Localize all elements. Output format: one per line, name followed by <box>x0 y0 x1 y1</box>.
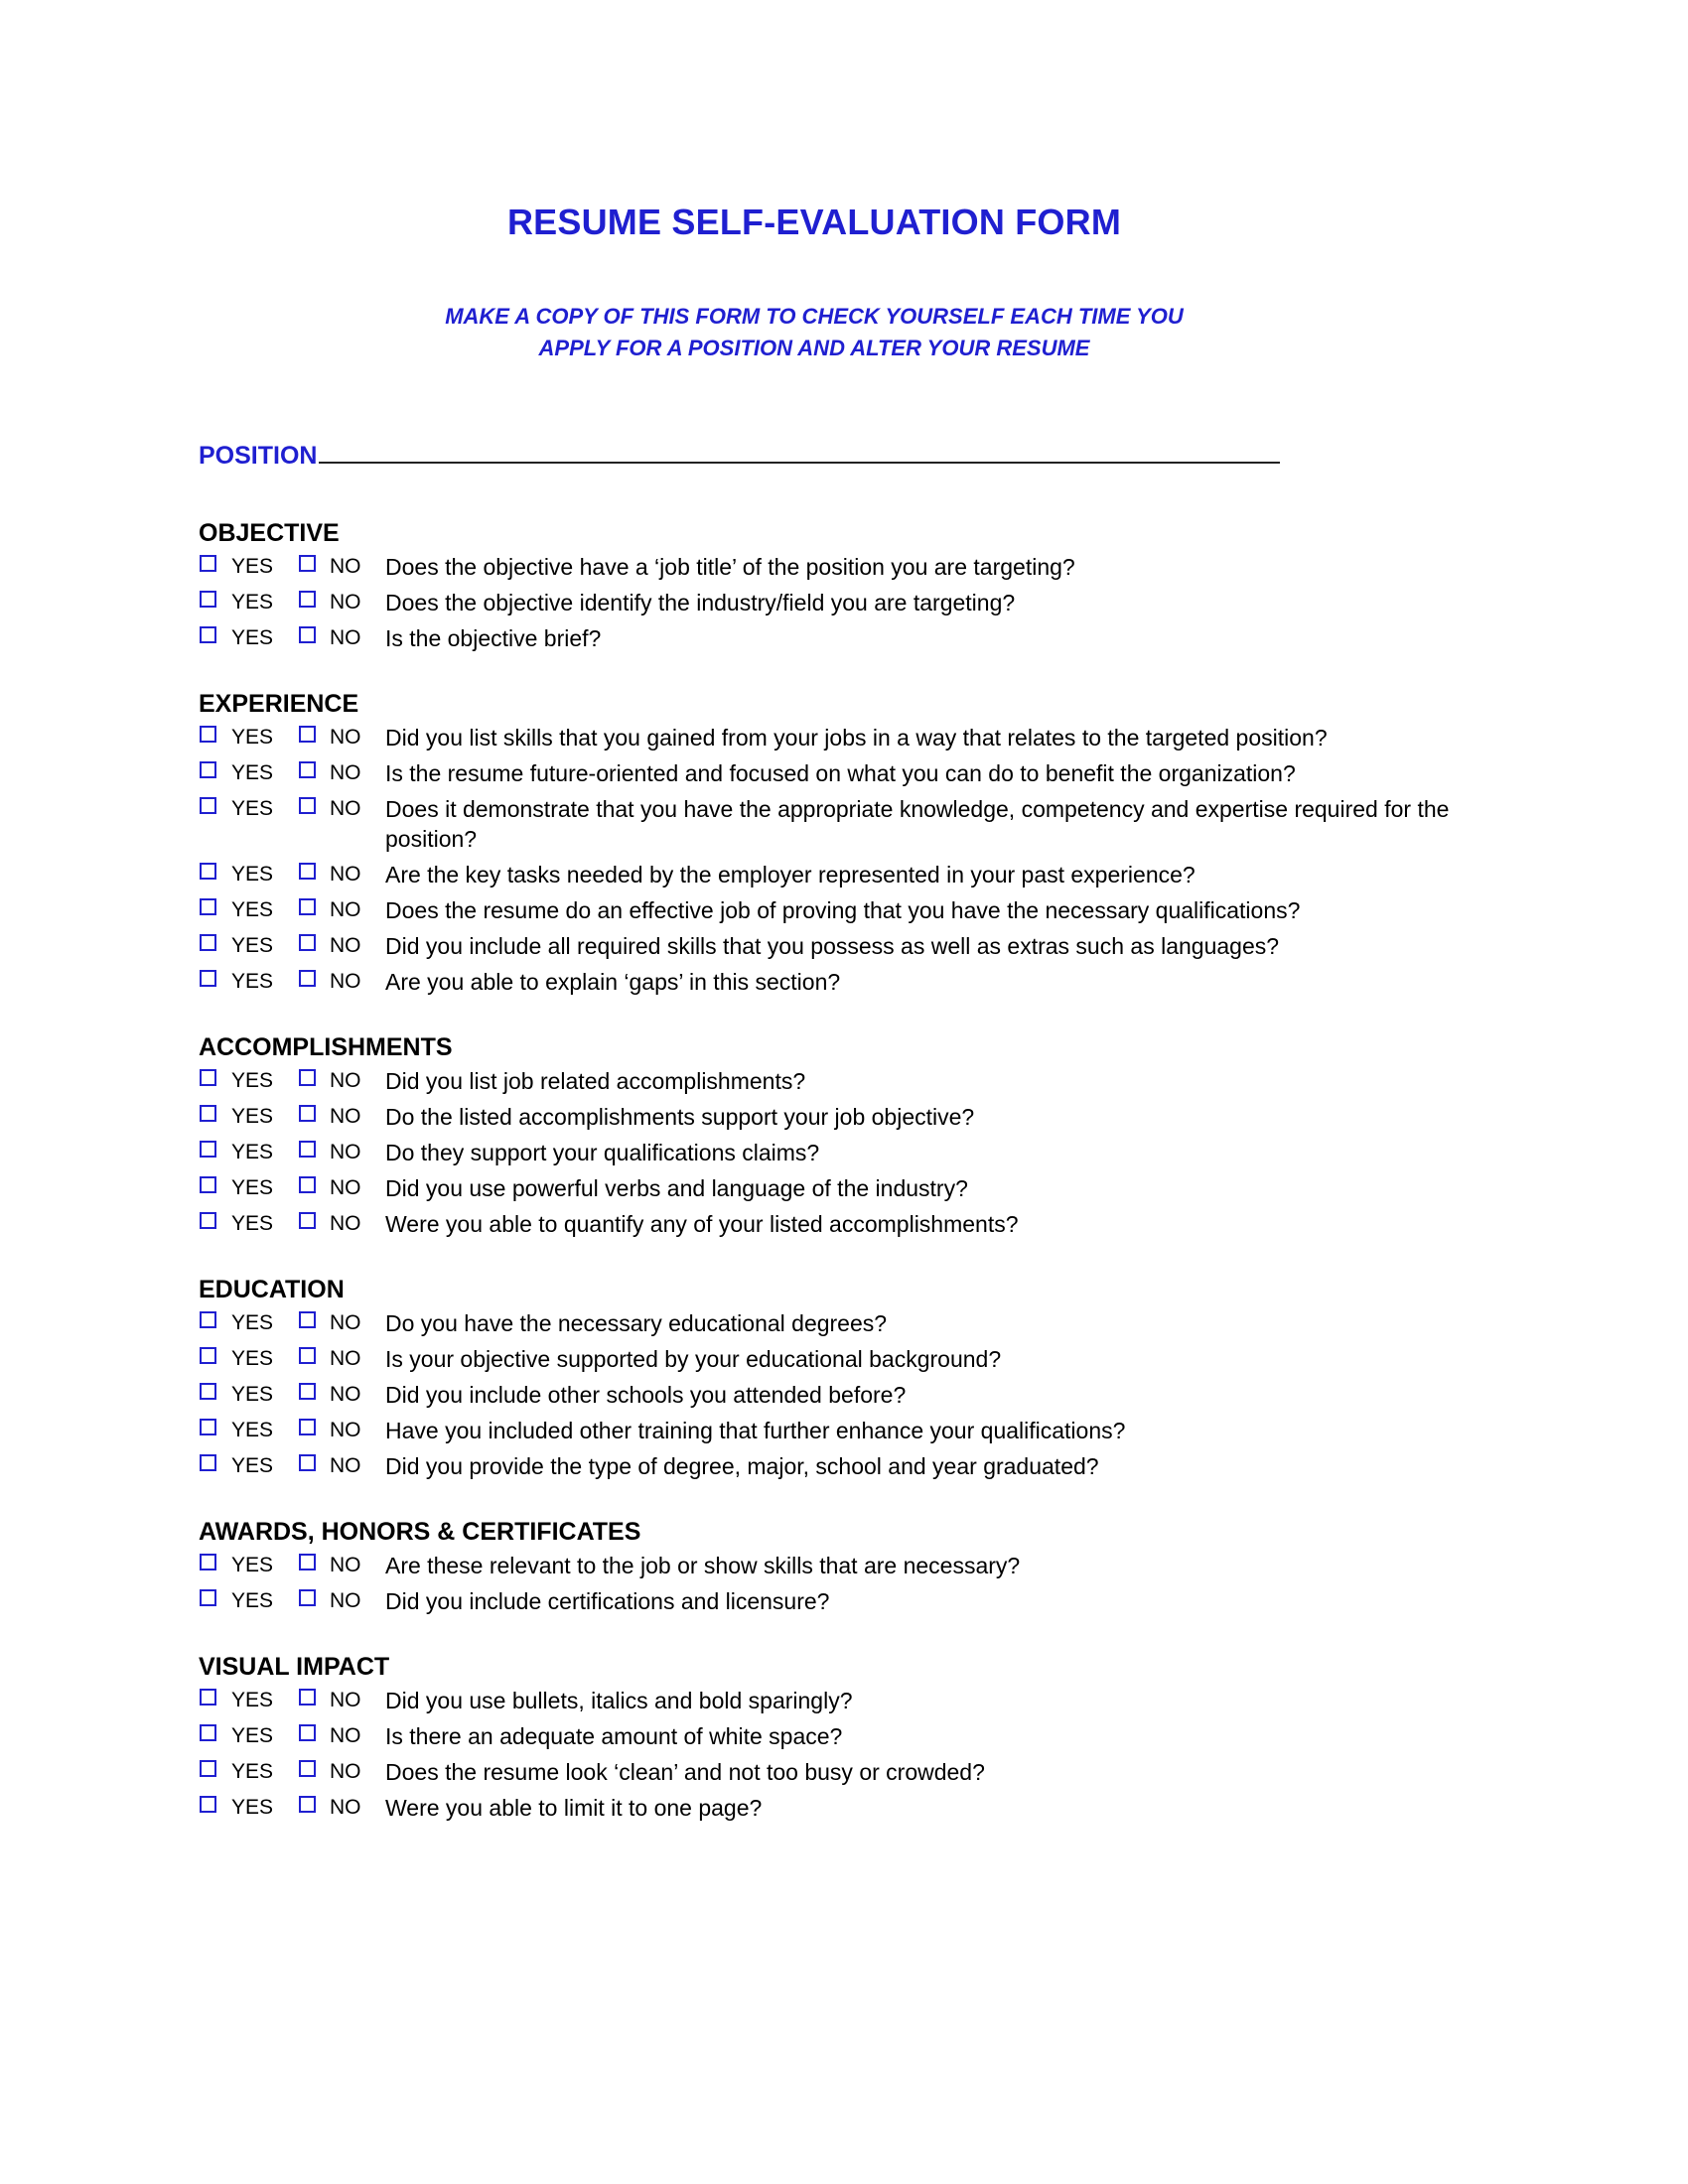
no-label: NO <box>330 1589 361 1612</box>
yes-label: YES <box>231 1383 274 1406</box>
question-text: Were you able to limit it to one page? <box>385 1795 763 1821</box>
no-checkbox[interactable] <box>299 1554 316 1570</box>
checklist-item <box>199 1549 1489 1584</box>
no-checkbox[interactable] <box>299 1141 316 1158</box>
no-checkbox[interactable] <box>299 555 316 572</box>
question-text: Does the resume look ‘clean’ and not too busy or crowded? <box>385 1759 985 1785</box>
checklist-item <box>199 721 1489 756</box>
no-label: NO <box>330 1347 361 1370</box>
yes-checkbox[interactable] <box>200 1454 216 1471</box>
no-label: NO <box>330 898 361 921</box>
checklist-item <box>199 1100 1489 1136</box>
form-title: RESUME SELF-EVALUATION FORM <box>506 202 1122 242</box>
no-checkbox[interactable] <box>299 1760 316 1777</box>
question-text: Did you use bullets, italics and bold sparingly? <box>385 1688 853 1713</box>
subtitle-line: APPLY FOR A POSITION AND ALTER YOUR RESUME <box>538 336 1090 360</box>
form-subtitle <box>0 301 1628 364</box>
no-label: NO <box>330 1419 361 1441</box>
yes-checkbox[interactable] <box>200 1724 216 1741</box>
yes-label: YES <box>231 591 274 614</box>
yes-checkbox[interactable] <box>200 1760 216 1777</box>
question-text: Did you list job related accomplishments? <box>385 1068 806 1094</box>
yes-checkbox[interactable] <box>200 1141 216 1158</box>
checklist-item <box>199 893 1489 929</box>
question-text: Are you able to explain ‘gaps’ in this section? <box>385 969 841 995</box>
checklist-item <box>199 1171 1489 1207</box>
yes-label: YES <box>231 1760 274 1783</box>
checklist-item <box>199 756 1489 792</box>
yes-label: YES <box>231 1724 274 1747</box>
no-label: NO <box>330 1796 361 1819</box>
position-field[interactable] <box>319 437 1280 464</box>
yes-label: YES <box>231 1212 274 1235</box>
no-checkbox[interactable] <box>299 591 316 608</box>
no-checkbox[interactable] <box>299 1176 316 1193</box>
no-label: NO <box>330 863 361 886</box>
question-text: Do the listed accomplishments support your job objective? <box>385 1104 975 1130</box>
no-checkbox[interactable] <box>299 1796 316 1813</box>
yes-checkbox[interactable] <box>200 726 216 743</box>
question-text: Does it demonstrate that you have the appropriate knowledge, competency and expertise required for the position? <box>385 796 1450 852</box>
yes-checkbox[interactable] <box>200 797 216 814</box>
checklist-item <box>199 1719 1489 1755</box>
yes-checkbox[interactable] <box>200 1796 216 1813</box>
yes-checkbox[interactable] <box>200 1419 216 1435</box>
no-checkbox[interactable] <box>299 898 316 915</box>
yes-label: YES <box>231 726 274 749</box>
question-text: Do they support your qualifications claims? <box>385 1140 820 1165</box>
no-checkbox[interactable] <box>299 970 316 987</box>
no-checkbox[interactable] <box>299 761 316 778</box>
yes-label: YES <box>231 1689 274 1711</box>
no-checkbox[interactable] <box>299 1069 316 1086</box>
position-label: POSITION <box>199 442 318 470</box>
checklist-item <box>199 1791 1489 1827</box>
section-awards-honors-certificates <box>199 1515 1489 1620</box>
position-row <box>199 437 1280 471</box>
yes-label: YES <box>231 1176 274 1199</box>
checklist-sections <box>199 516 1489 1856</box>
section-experience <box>199 687 1489 1001</box>
no-label: NO <box>330 1141 361 1163</box>
question-text: Did you use powerful verbs and language of the industry? <box>385 1175 968 1201</box>
checklist-item <box>199 1064 1489 1100</box>
yes-checkbox[interactable] <box>200 1589 216 1606</box>
checklist-item <box>199 1136 1489 1171</box>
section-education <box>199 1273 1489 1485</box>
section-heading: ACCOMPLISHMENTS <box>199 1033 453 1061</box>
no-label: NO <box>330 1069 361 1092</box>
yes-checkbox[interactable] <box>200 1554 216 1570</box>
yes-checkbox[interactable] <box>200 898 216 915</box>
yes-label: YES <box>231 863 274 886</box>
section-accomplishments <box>199 1030 1489 1243</box>
no-checkbox[interactable] <box>299 1212 316 1229</box>
subtitle-line: MAKE A COPY OF THIS FORM TO CHECK YOURSELF EACH TIME YOU <box>445 304 1184 329</box>
no-label: NO <box>330 1454 361 1477</box>
question-text: Do you have the necessary educational degrees? <box>385 1310 888 1336</box>
yes-label: YES <box>231 970 274 993</box>
no-checkbox[interactable] <box>299 1419 316 1435</box>
no-label: NO <box>330 934 361 957</box>
yes-checkbox[interactable] <box>200 626 216 643</box>
no-label: NO <box>330 626 361 649</box>
yes-label: YES <box>231 1796 274 1819</box>
checklist-item <box>199 1584 1489 1620</box>
yes-label: YES <box>231 1347 274 1370</box>
question-text: Is the objective brief? <box>385 625 602 651</box>
question-text: Did you include all required skills that you possess as well as extras such as languages? <box>385 933 1280 959</box>
no-label: NO <box>330 1212 361 1235</box>
no-label: NO <box>330 726 361 749</box>
section-heading: EDUCATION <box>199 1276 345 1303</box>
no-label: NO <box>330 1311 361 1334</box>
question-text: Are the key tasks needed by the employer represented in your past experience? <box>385 862 1196 887</box>
yes-checkbox[interactable] <box>200 761 216 778</box>
yes-label: YES <box>231 1141 274 1163</box>
question-text: Did you list skills that you gained from your jobs in a way that relates to the targeted position? <box>385 725 1328 751</box>
yes-checkbox[interactable] <box>200 1212 216 1229</box>
no-label: NO <box>330 1689 361 1711</box>
no-label: NO <box>330 1724 361 1747</box>
yes-label: YES <box>231 1311 274 1334</box>
checklist-item <box>199 1684 1489 1719</box>
yes-label: YES <box>231 1105 274 1128</box>
no-checkbox[interactable] <box>299 1105 316 1122</box>
checklist-item <box>199 929 1489 965</box>
yes-checkbox[interactable] <box>200 1383 216 1400</box>
question-text: Does the objective identify the industry/field you are targeting? <box>385 590 1016 615</box>
yes-checkbox[interactable] <box>200 591 216 608</box>
yes-checkbox[interactable] <box>200 1347 216 1364</box>
yes-label: YES <box>231 934 274 957</box>
yes-checkbox[interactable] <box>200 1689 216 1706</box>
yes-label: YES <box>231 1554 274 1576</box>
no-label: NO <box>330 591 361 614</box>
question-text: Did you provide the type of degree, major, school and year graduated? <box>385 1453 1099 1479</box>
no-label: NO <box>330 970 361 993</box>
no-label: NO <box>330 1105 361 1128</box>
yes-label: YES <box>231 555 274 578</box>
no-checkbox[interactable] <box>299 1454 316 1471</box>
no-checkbox[interactable] <box>299 726 316 743</box>
section-heading: OBJECTIVE <box>199 519 340 547</box>
no-checkbox[interactable] <box>299 626 316 643</box>
yes-checkbox[interactable] <box>200 555 216 572</box>
yes-checkbox[interactable] <box>200 1069 216 1086</box>
no-label: NO <box>330 1176 361 1199</box>
yes-checkbox[interactable] <box>200 863 216 880</box>
no-checkbox[interactable] <box>299 1383 316 1400</box>
yes-label: YES <box>231 626 274 649</box>
checklist-item <box>199 858 1489 893</box>
checklist-item <box>199 1449 1489 1485</box>
checklist-item <box>199 586 1489 621</box>
checklist-item <box>199 621 1489 657</box>
section-heading: EXPERIENCE <box>199 690 359 718</box>
yes-label: YES <box>231 1069 274 1092</box>
no-label: NO <box>330 761 361 784</box>
question-text: Is the resume future-oriented and focused on what you can do to benefit the organization? <box>385 760 1296 786</box>
no-checkbox[interactable] <box>299 863 316 880</box>
no-checkbox[interactable] <box>299 1347 316 1364</box>
question-text: Were you able to quantify any of your listed accomplishments? <box>385 1211 1019 1237</box>
yes-checkbox[interactable] <box>200 1176 216 1193</box>
question-text: Is there an adequate amount of white space? <box>385 1723 843 1749</box>
no-label: NO <box>330 1760 361 1783</box>
no-label: NO <box>330 1554 361 1576</box>
yes-label: YES <box>231 1419 274 1441</box>
section-visual-impact <box>199 1650 1489 1827</box>
no-checkbox[interactable] <box>299 1689 316 1706</box>
yes-checkbox[interactable] <box>200 1311 216 1328</box>
checklist-item <box>199 1342 1489 1378</box>
section-heading: AWARDS, HONORS & CERTIFICATES <box>199 1518 641 1546</box>
no-checkbox[interactable] <box>299 934 316 951</box>
question-text: Are these relevant to the job or show skills that are necessary? <box>385 1553 1021 1578</box>
yes-label: YES <box>231 797 274 820</box>
no-checkbox[interactable] <box>299 797 316 814</box>
no-checkbox[interactable] <box>299 1311 316 1328</box>
section-heading: VISUAL IMPACT <box>199 1653 390 1681</box>
checklist-item <box>199 1207 1489 1243</box>
checklist-item <box>199 550 1489 586</box>
question-text: Is your objective supported by your educational background? <box>385 1346 1002 1372</box>
yes-label: YES <box>231 1454 274 1477</box>
no-checkbox[interactable] <box>299 1589 316 1606</box>
question-text: Did you include certifications and licensure? <box>385 1588 830 1614</box>
no-label: NO <box>330 555 361 578</box>
no-label: NO <box>330 797 361 820</box>
checklist-item <box>199 1414 1489 1449</box>
yes-label: YES <box>231 898 274 921</box>
no-checkbox[interactable] <box>299 1724 316 1741</box>
yes-checkbox[interactable] <box>200 934 216 951</box>
question-text: Does the objective have a ‘job title’ of the position you are targeting? <box>385 554 1075 580</box>
question-text: Have you included other training that further enhance your qualifications? <box>385 1418 1126 1443</box>
yes-checkbox[interactable] <box>200 1105 216 1122</box>
question-text: Did you include other schools you attended before? <box>385 1382 907 1408</box>
section-objective <box>199 516 1489 657</box>
checklist-item <box>199 1306 1489 1342</box>
question-text: Does the resume do an effective job of proving that you have the necessary qualifications? <box>385 897 1301 923</box>
yes-label: YES <box>231 1589 274 1612</box>
checklist-item <box>199 1378 1489 1414</box>
checklist-item <box>199 965 1489 1001</box>
no-label: NO <box>330 1383 361 1406</box>
yes-checkbox[interactable] <box>200 970 216 987</box>
yes-label: YES <box>231 761 274 784</box>
checklist-item <box>199 1755 1489 1791</box>
checklist-item <box>199 792 1489 858</box>
